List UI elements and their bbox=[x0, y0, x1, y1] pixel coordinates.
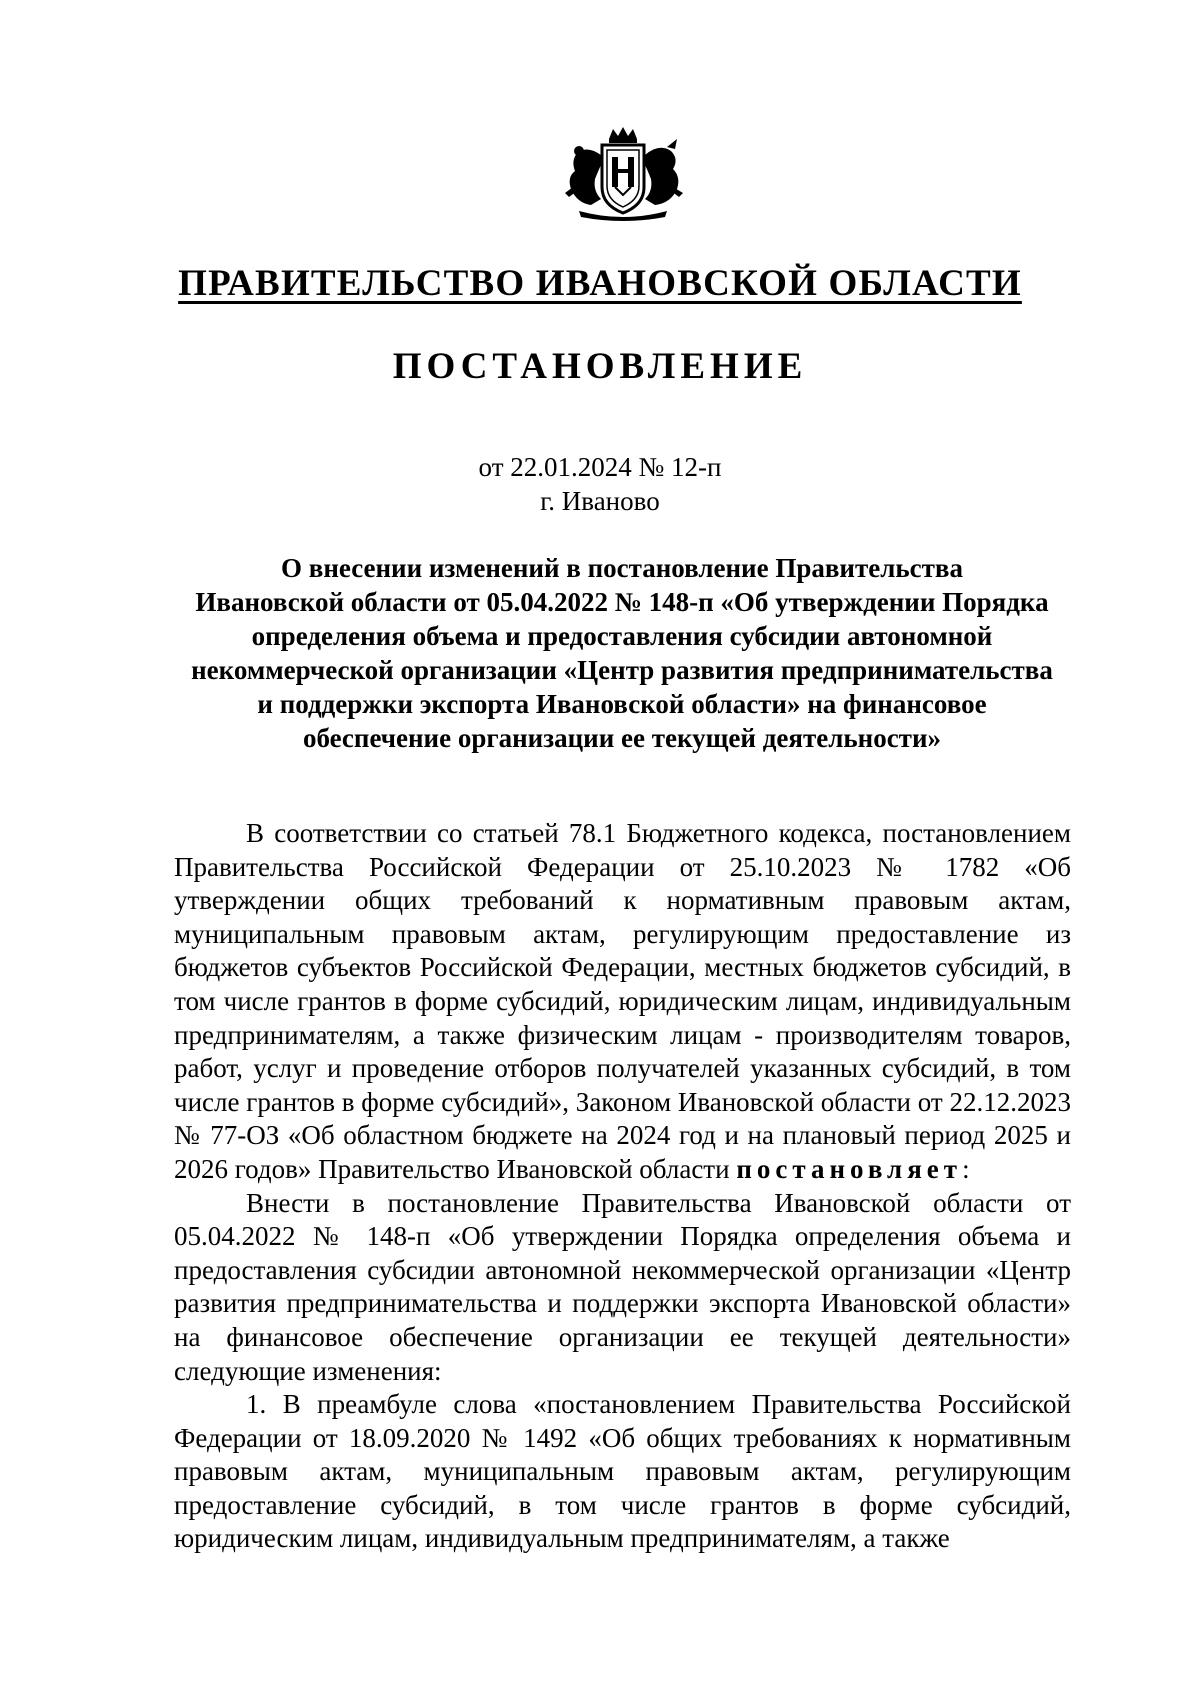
heading-line: и поддержки экспорта Ивановской области» на финансовое bbox=[257, 689, 987, 719]
organization-title-text: ПРАВИТЕЛЬСТВО ИВАНОВСКОЙ ОБЛАСТИ bbox=[178, 263, 1022, 304]
body-paragraph-item-1: 1. В преамбуле слова «постановлением Правительства Российской Федерации от 18.09.2020 № 1492 «Об общих требованиях к нормативным правовым актам, муниципальным правовым актам, регулирующим предоставление субсидий, в том числе грантов в форме субсидий, юридическим лицам, индивидуальным предпринимателям, а также bbox=[174, 1389, 1071, 1554]
heading-line: Ивановской области от 05.04.2022 № 148-п «Об утверждении Порядка bbox=[195, 587, 1049, 617]
preamble-end: : bbox=[962, 1153, 970, 1184]
document-type: ПОСТАНОВЛЕНИЕ bbox=[392, 346, 808, 387]
heading-line: определения объема и предоставления субсидии автономной bbox=[251, 621, 993, 651]
resolves-keyword: постановляет bbox=[736, 1153, 963, 1184]
heading-line: обеспечение организации ее текущей деятельности» bbox=[302, 723, 942, 753]
document-body bbox=[174, 817, 1071, 1556]
organization-title bbox=[0, 262, 1200, 305]
document-city: г. Иваново bbox=[540, 486, 660, 516]
preamble-text: В соответствии со статьей 78.1 Бюджетного кодекса, постановлением Правительства Российской Федерации от 25.10.2023 № 1782 «Об утверждении общих требований к нормативным правовым актам, муниципальным правовым актам, регулирующим предоставление из бюджетов субъектов Российской Федерации, местных бюджетов субсидий, в том числе грантов в форме субсидий, юридическим лицам, индивидуальным предпринимателям, а также физическим лицам - производителям товаров, работ, услуг и проведение отборов получателей указанных субсидий, в том числе грантов в форме субсидий», Законом Ивановской области от 22.12.2023 № 77-ОЗ «Об областном бюджете на 2024 год и на плановый период 2025 и 2026 годов» Правительство Ивановской области bbox=[174, 818, 1071, 1184]
document-heading bbox=[170, 551, 1074, 755]
body-paragraph-amend: Внести в постановление Правительства Ивановской области от 05.04.2022 № 148-п «Об утверждении Порядка определения объема и предоставления субсидии автономной некоммерческой организации «Центр развития предпринимательства и поддержки экспорта Ивановской области» на финансовое обеспечение организации ее текущей деятельности» следующие изменения: bbox=[174, 1187, 1071, 1386]
heading-line: О внесении изменений в постановление Правительства bbox=[281, 553, 963, 583]
coat-of-arms-emblem-icon bbox=[557, 125, 689, 225]
heading-line: некоммерческой организации «Центр развития предпринимательства bbox=[191, 655, 1053, 685]
document-date-number: от 22.01.2024 № 12-п bbox=[478, 452, 722, 482]
body-paragraph-preamble bbox=[174, 817, 1071, 1187]
